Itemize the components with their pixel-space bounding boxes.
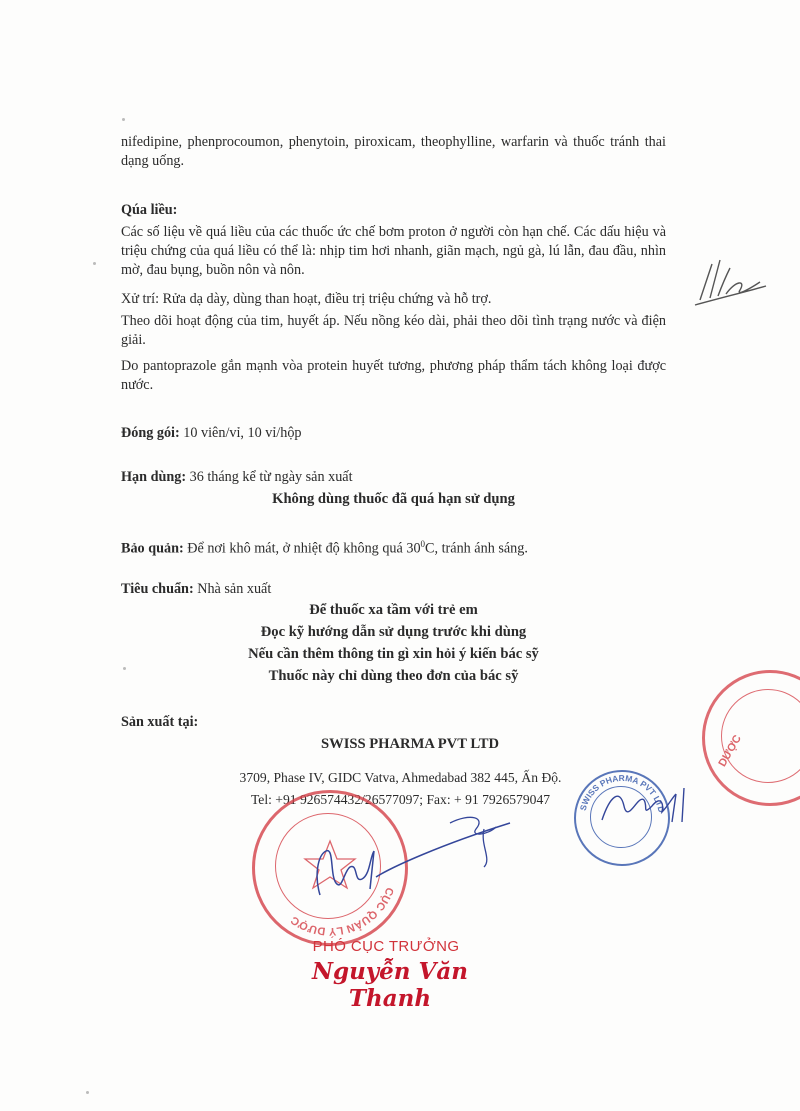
expiry-warning: Không dùng thuốc đã quá hạn sử dụng [272,491,515,507]
standard-value: Nhà sản xuất [193,581,272,597]
packaging-value: 10 viên/vỉ, 10 vỉ/hộp [179,425,302,441]
warning-line: Thuốc này chỉ dùng theo đơn của bác sỹ [268,668,519,684]
packaging-label: Đóng gói: [121,425,180,441]
company-seal-text: SWISS PHARMA PVT LTD [577,772,667,814]
interaction-text: nifedipine, phenprocoumon, phenytoin, piroxicam, theophylline, warfarin và thuốc tránh thai dạng uống. [121,134,666,169]
packaging-line [121,424,302,443]
storage-line [121,535,528,559]
overdose-treatment: Xử trí: Rửa dạ dày, dùng than hoạt, điều trị triệu chứng và hỗ trợ. [121,291,492,307]
approval-title: PHÓ CỤC TRƯỞNG [312,938,460,955]
standard-label: Tiêu chuẩn: [121,581,194,597]
partial-red-seal [702,670,800,806]
storage-label: Bảo quản: [121,540,184,557]
official-signature [300,805,540,915]
manufacturer-name: SWISS PHARMA PVT LTD [320,736,499,752]
expiry-value: 36 tháng kể từ ngày sản xuất [186,469,353,485]
warning-line: Nếu cần thêm thông tin gì xin hỏi ý kiến bác sỹ [248,646,539,662]
warning-line: Để thuốc xa tầm với trẻ em [309,602,478,618]
overdose-dialysis: Do pantoprazole gắn mạnh vòa protein huyết tương, phương pháp thẩm tách không loại được nước. [121,358,666,393]
storage-degree: 0 [420,539,426,549]
standard-line [121,580,271,599]
manufacturer-label: Sản xuất tại: [121,714,199,730]
warning-line: Đọc kỹ hướng dẫn sử dụng trước khi dùng [260,624,527,640]
expiry-line [121,468,353,487]
storage-value-end: C, tránh ánh sáng. [425,540,528,557]
manufacturer-address: 3709, Phase IV, GIDC Vatva, Ahmedabad 382 445, Ấn Độ. [239,770,562,785]
overdose-heading: Qúa liều: [121,202,178,218]
partial-seal-text: DƯỢC [716,733,745,769]
expiry-label: Hạn dùng: [121,469,187,485]
storage-value: Để nơi khô mát, ở nhiệt độ không quá 30 [183,540,421,557]
scan-speck [122,118,125,121]
company-signature [598,776,708,836]
overdose-symptoms: Các số liệu về quá liều của các thuốc ức chế bơm proton ở người còn hạn chế. Các dấu hiệu và triệu chứng của quá liều có thể là: nhịp tim hơi nhanh, giãn mạch, ngủ gà, lú lẫn, đau đầu, nhìn mờ, đau bụng, buồn nôn và nôn. [121,224,666,278]
overdose-monitoring: Theo dõi hoạt động của tim, huyết áp. Nếu nồng kéo dài, phải theo dõi tình trạng nước và điện giải. [121,313,666,348]
manufacturer-contact: Tel: +91 926574432/26577097; Fax: + 91 7926579047 [250,792,551,807]
approver-name: Nguyễn Văn Thanh [311,958,469,1012]
initials-signature [690,250,770,310]
scan-speck [86,1091,89,1094]
scan-speck [93,262,96,265]
official-seal-text: CỤC QUẢN LÝ DƯỢC [288,885,396,938]
